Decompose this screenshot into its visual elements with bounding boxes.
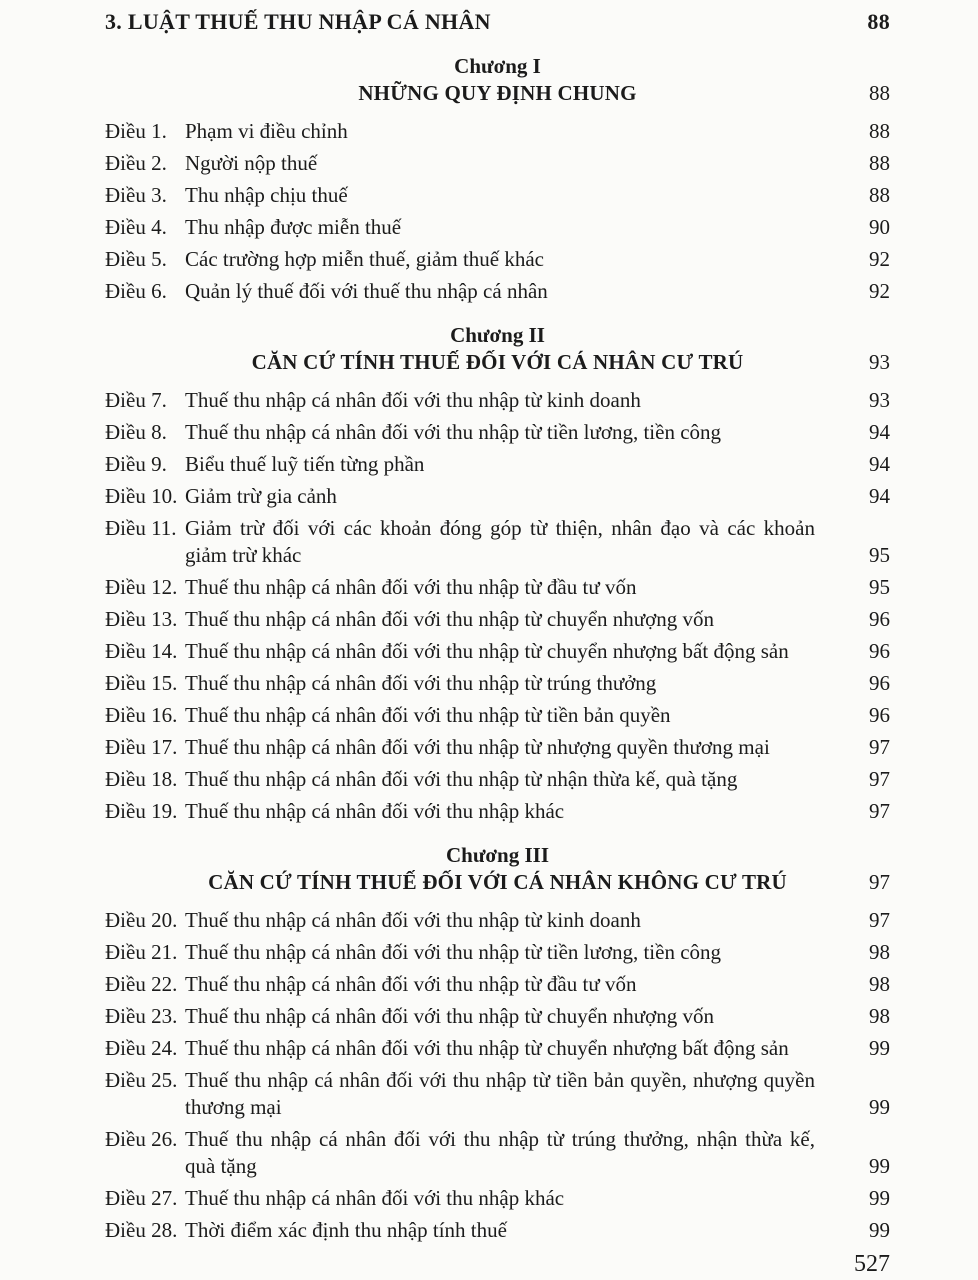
entry-title: Thuế thu nhập cá nhân đối với thu nhập từ nhượng quyền thương mại — [185, 735, 770, 759]
entry-page-number: 92 — [869, 279, 890, 303]
toc-entry — [105, 118, 890, 145]
entry-page-number: 99 — [869, 1095, 890, 1119]
entry-page-number: 92 — [869, 247, 890, 271]
toc-chapters — [105, 53, 890, 1244]
entry-title: Thuế thu nhập cá nhân đối với thu nhập khác — [185, 799, 565, 823]
entry-article-label: Điều 1. — [105, 119, 167, 143]
entry-article-label: Điều 4. — [105, 215, 167, 239]
entry-article-label: Điều 10. — [105, 484, 178, 508]
entry-page-number: 97 — [869, 767, 890, 791]
entry-page-number: 99 — [869, 1218, 890, 1242]
entry-page-number: 97 — [869, 735, 890, 759]
toc-entry — [105, 150, 890, 177]
entry-title: Thuế thu nhập cá nhân đối với thu nhập từ chuyển nhượng vốn — [185, 607, 715, 631]
entry-title: Thuế thu nhập cá nhân đối với thu nhập từ chuyển nhượng bất động sản — [185, 639, 789, 663]
toc-entry — [105, 1217, 890, 1244]
entry-article-label: Điều 21. — [105, 940, 178, 964]
toc-entry — [105, 483, 890, 510]
folio-page-number: 527 — [854, 1251, 890, 1277]
chapter-title-row — [105, 869, 890, 896]
toc-entry — [105, 702, 890, 729]
toc-chapter — [105, 842, 890, 1244]
entry-title: Thuế thu nhập cá nhân đối với thu nhập khác — [185, 1186, 565, 1210]
toc-entry — [105, 574, 890, 601]
chapter-title-row — [105, 80, 890, 107]
toc-entry — [105, 278, 890, 305]
entry-title: Thuế thu nhập cá nhân đối với thu nhập từ chuyển nhượng bất động sản — [185, 1036, 789, 1060]
entry-article-label: Điều 7. — [105, 388, 167, 412]
entry-title: Thuế thu nhập cá nhân đối với thu nhập từ tiền bản quyền — [185, 703, 671, 727]
toc-chapter — [105, 53, 890, 305]
toc-entry — [105, 419, 890, 446]
entry-article-label: Điều 22. — [105, 972, 178, 996]
entry-title: Thuế thu nhập cá nhân đối với thu nhập từ kinh doanh — [185, 388, 641, 412]
toc-entry — [105, 939, 890, 966]
chapter-title: NHỮNG QUY ĐỊNH CHUNG — [358, 81, 637, 105]
toc-entry — [105, 1003, 890, 1030]
entry-page-number: 93 — [869, 388, 890, 412]
entry-page-number: 95 — [869, 543, 890, 567]
toc-entry — [105, 734, 890, 761]
entry-page-number: 99 — [869, 1036, 890, 1060]
toc-entry — [105, 1185, 890, 1212]
chapter-entries — [105, 387, 890, 825]
entry-title: Các trường hợp miễn thuế, giảm thuế khác — [185, 247, 544, 271]
entry-page-number: 99 — [869, 1186, 890, 1210]
entry-title: Thuế thu nhập cá nhân đối với thu nhập từ trúng thưởng — [185, 671, 657, 695]
chapter-page-number: 93 — [869, 350, 890, 374]
entry-article-label: Điều 11. — [105, 516, 177, 540]
chapter-title-row — [105, 349, 890, 376]
entry-title: Quản lý thuế đối với thuế thu nhập cá nhân — [185, 279, 548, 303]
entry-article-label: Điều 14. — [105, 639, 178, 663]
chapter-page-number: 88 — [869, 81, 890, 105]
toc-entry — [105, 1035, 890, 1062]
toc-entry — [105, 971, 890, 998]
entry-article-label: Điều 25. — [105, 1068, 178, 1092]
chapter-entries — [105, 907, 890, 1244]
entry-article-label: Điều 9. — [105, 452, 167, 476]
entry-article-label: Điều 15. — [105, 671, 178, 695]
toc-entry — [105, 387, 890, 414]
entry-article-label: Điều 3. — [105, 183, 167, 207]
entry-article-label: Điều 23. — [105, 1004, 178, 1028]
entry-page-number: 98 — [869, 1004, 890, 1028]
entry-article-label: Điều 19. — [105, 799, 178, 823]
entry-page-number: 97 — [869, 908, 890, 932]
entry-page-number: 97 — [869, 799, 890, 823]
entry-page-number: 96 — [869, 607, 890, 631]
document-header — [105, 8, 890, 36]
entry-title: Thuế thu nhập cá nhân đối với thu nhập từ đầu tư vốn — [185, 972, 637, 996]
entry-article-label: Điều 12. — [105, 575, 178, 599]
entry-page-number: 94 — [869, 484, 890, 508]
entry-title: Thuế thu nhập cá nhân đối với thu nhập từ tiền bản quyền, nhượng quyền thương mại — [185, 1068, 815, 1119]
entry-article-label: Điều 5. — [105, 247, 167, 271]
entry-page-number: 90 — [869, 215, 890, 239]
entry-article-label: Điều 17. — [105, 735, 178, 759]
toc-entry — [105, 1126, 890, 1180]
chapter-title: CĂN CỨ TÍNH THUẾ ĐỐI VỚI CÁ NHÂN KHÔNG CƯ TRÚ — [208, 870, 787, 894]
entry-page-number: 95 — [869, 575, 890, 599]
entry-page-number: 98 — [869, 940, 890, 964]
entry-article-label: Điều 18. — [105, 767, 178, 791]
chapter-entries — [105, 118, 890, 305]
entry-article-label: Điều 28. — [105, 1218, 178, 1242]
entry-article-label: Điều 20. — [105, 908, 178, 932]
toc-entry — [105, 907, 890, 934]
entry-title: Thuế thu nhập cá nhân đối với thu nhập từ kinh doanh — [185, 908, 641, 932]
entry-title: Người nộp thuế — [185, 151, 318, 175]
toc-entry — [105, 670, 890, 697]
toc-entry — [105, 766, 890, 793]
entry-title: Giảm trừ gia cảnh — [185, 484, 337, 508]
entry-page-number: 96 — [869, 639, 890, 663]
toc-entry — [105, 246, 890, 273]
entry-title: Thu nhập được miễn thuế — [185, 215, 402, 239]
toc-entry — [105, 214, 890, 241]
entry-title: Thu nhập chịu thuế — [185, 183, 348, 207]
entry-title: Thuế thu nhập cá nhân đối với thu nhập từ đầu tư vốn — [185, 575, 637, 599]
entry-article-label: Điều 2. — [105, 151, 167, 175]
entry-title: Thuế thu nhập cá nhân đối với thu nhập từ chuyển nhượng vốn — [185, 1004, 715, 1028]
entry-article-label: Điều 27. — [105, 1186, 178, 1210]
document-title-page-number: 88 — [867, 9, 890, 34]
chapter-title: CĂN CỨ TÍNH THUẾ ĐỐI VỚI CÁ NHÂN CƯ TRÚ — [251, 350, 744, 374]
toc-entry — [105, 515, 890, 569]
entry-title: Biểu thuế luỹ tiến từng phần — [185, 452, 425, 476]
chapter-label: Chương I — [454, 54, 541, 78]
entry-article-label: Điều 26. — [105, 1127, 178, 1151]
entry-title: Thuế thu nhập cá nhân đối với thu nhập từ trúng thưởng, nhận thừa kế, quà tặng — [185, 1127, 815, 1178]
chapter-label: Chương II — [450, 323, 545, 347]
toc-entry — [105, 638, 890, 665]
entry-page-number: 94 — [869, 420, 890, 444]
entry-page-number: 96 — [869, 703, 890, 727]
entry-page-number: 88 — [869, 119, 890, 143]
entry-title: Thuế thu nhập cá nhân đối với thu nhập từ nhận thừa kế, quà tặng — [185, 767, 738, 791]
entry-title: Phạm vi điều chỉnh — [185, 119, 348, 143]
entry-page-number: 94 — [869, 452, 890, 476]
entry-page-number: 98 — [869, 972, 890, 996]
toc-entry — [105, 182, 890, 209]
chapter-page-number: 97 — [869, 870, 890, 894]
entry-article-label: Điều 24. — [105, 1036, 178, 1060]
entry-article-label: Điều 13. — [105, 607, 178, 631]
document-title: 3. LUẬT THUẾ THU NHẬP CÁ NHÂN — [105, 9, 491, 34]
entry-article-label: Điều 8. — [105, 420, 167, 444]
entry-page-number: 96 — [869, 671, 890, 695]
entry-title: Thuế thu nhập cá nhân đối với thu nhập từ tiền lương, tiền công — [185, 420, 722, 444]
entry-title: Thời điểm xác định thu nhập tính thuế — [185, 1218, 507, 1242]
entry-page-number: 99 — [869, 1154, 890, 1178]
toc-entry — [105, 1067, 890, 1121]
entry-article-label: Điều 16. — [105, 703, 178, 727]
entry-article-label: Điều 6. — [105, 279, 167, 303]
entry-title: Giảm trừ đối với các khoản đóng góp từ thiện, nhân đạo và các khoản giảm trừ khác — [185, 516, 815, 567]
entry-page-number: 88 — [869, 151, 890, 175]
toc-entry — [105, 451, 890, 478]
entry-title: Thuế thu nhập cá nhân đối với thu nhập từ tiền lương, tiền công — [185, 940, 722, 964]
toc-entry — [105, 798, 890, 825]
chapter-label: Chương III — [445, 843, 550, 867]
toc-chapter — [105, 322, 890, 825]
toc-entry — [105, 606, 890, 633]
entry-page-number: 88 — [869, 183, 890, 207]
